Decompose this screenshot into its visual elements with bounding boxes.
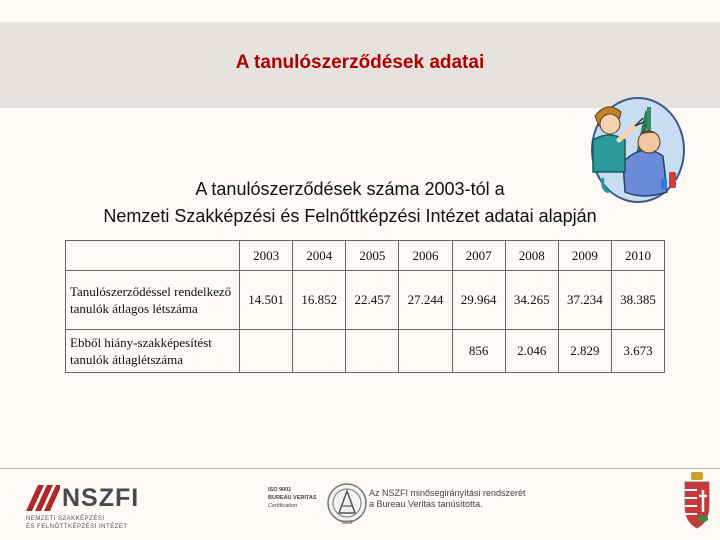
subtitle [30, 176, 670, 230]
year-header: 2005 [346, 241, 399, 271]
bureau-veritas-seal-icon [327, 479, 367, 527]
table-cell [346, 330, 399, 373]
nszfi-logo-text: NSZFI [62, 484, 140, 512]
year-header: 2004 [293, 241, 346, 271]
table-row [66, 271, 665, 330]
subtitle-line-2: Nemzeti Szakképzési és Felnőttképzési Intézet adatai alapján [103, 206, 597, 226]
subtitle-line-1: A tanulószerződések száma 2003-tól a [195, 179, 505, 199]
bv-cert: Certification [268, 503, 298, 509]
table-cell: 3.673 [611, 330, 664, 373]
table-cell: 29.964 [452, 271, 505, 330]
year-header: 2010 [611, 241, 664, 271]
seal-year: 1828 [341, 520, 353, 526]
row-label: Tanulószerződéssel rendelkező tanulók átlagos létszáma [66, 271, 240, 330]
year-header: 2009 [558, 241, 611, 271]
page-title: A tanulószerződések adatai [235, 52, 485, 73]
footer-divider [0, 468, 720, 469]
hungarian-coat-of-arms-icon [682, 472, 712, 530]
table-cell [240, 330, 293, 373]
nszfi-logo-icon [26, 485, 60, 511]
row-label: Ebből hiány-szakképesítést tanulók átlaglétszáma [66, 330, 240, 373]
table-cell [293, 330, 346, 373]
certification-text: Az NSZFI minőségirányítási rendszerét a Bureau Veritas tanúsította. [369, 488, 526, 509]
logo-sub-line-1: NEMZETI SZAKKÉPZÉSI [26, 516, 105, 522]
table-cell: 16.852 [293, 271, 346, 330]
year-header: 2007 [452, 241, 505, 271]
table-cell: 22.457 [346, 271, 399, 330]
table-cell: 37.234 [558, 271, 611, 330]
table-cell: 2.829 [558, 330, 611, 373]
table-cell: 14.501 [240, 271, 293, 330]
bv-iso: ISO 9001 [268, 487, 292, 493]
table-cell: 2.046 [505, 330, 558, 373]
year-header: 2003 [240, 241, 293, 271]
logo-sub-line-2: ÉS FELNŐTTKÉPZÉSI INTÉZET [26, 524, 128, 530]
data-table [65, 240, 665, 373]
table-cell [399, 330, 452, 373]
table-cell: 856 [452, 330, 505, 373]
nszfi-logo-subtitle [26, 515, 128, 531]
year-header: 2008 [505, 241, 558, 271]
table-cell: 38.385 [611, 271, 664, 330]
bv-name: BUREAU VERITAS [268, 495, 317, 501]
table-cell: 34.265 [505, 271, 558, 330]
table-cell: 27.244 [399, 271, 452, 330]
table-corner-cell [66, 241, 240, 271]
bureau-veritas-badge [268, 486, 317, 510]
table-header-row [66, 241, 665, 271]
table-row [66, 330, 665, 373]
year-header: 2006 [399, 241, 452, 271]
